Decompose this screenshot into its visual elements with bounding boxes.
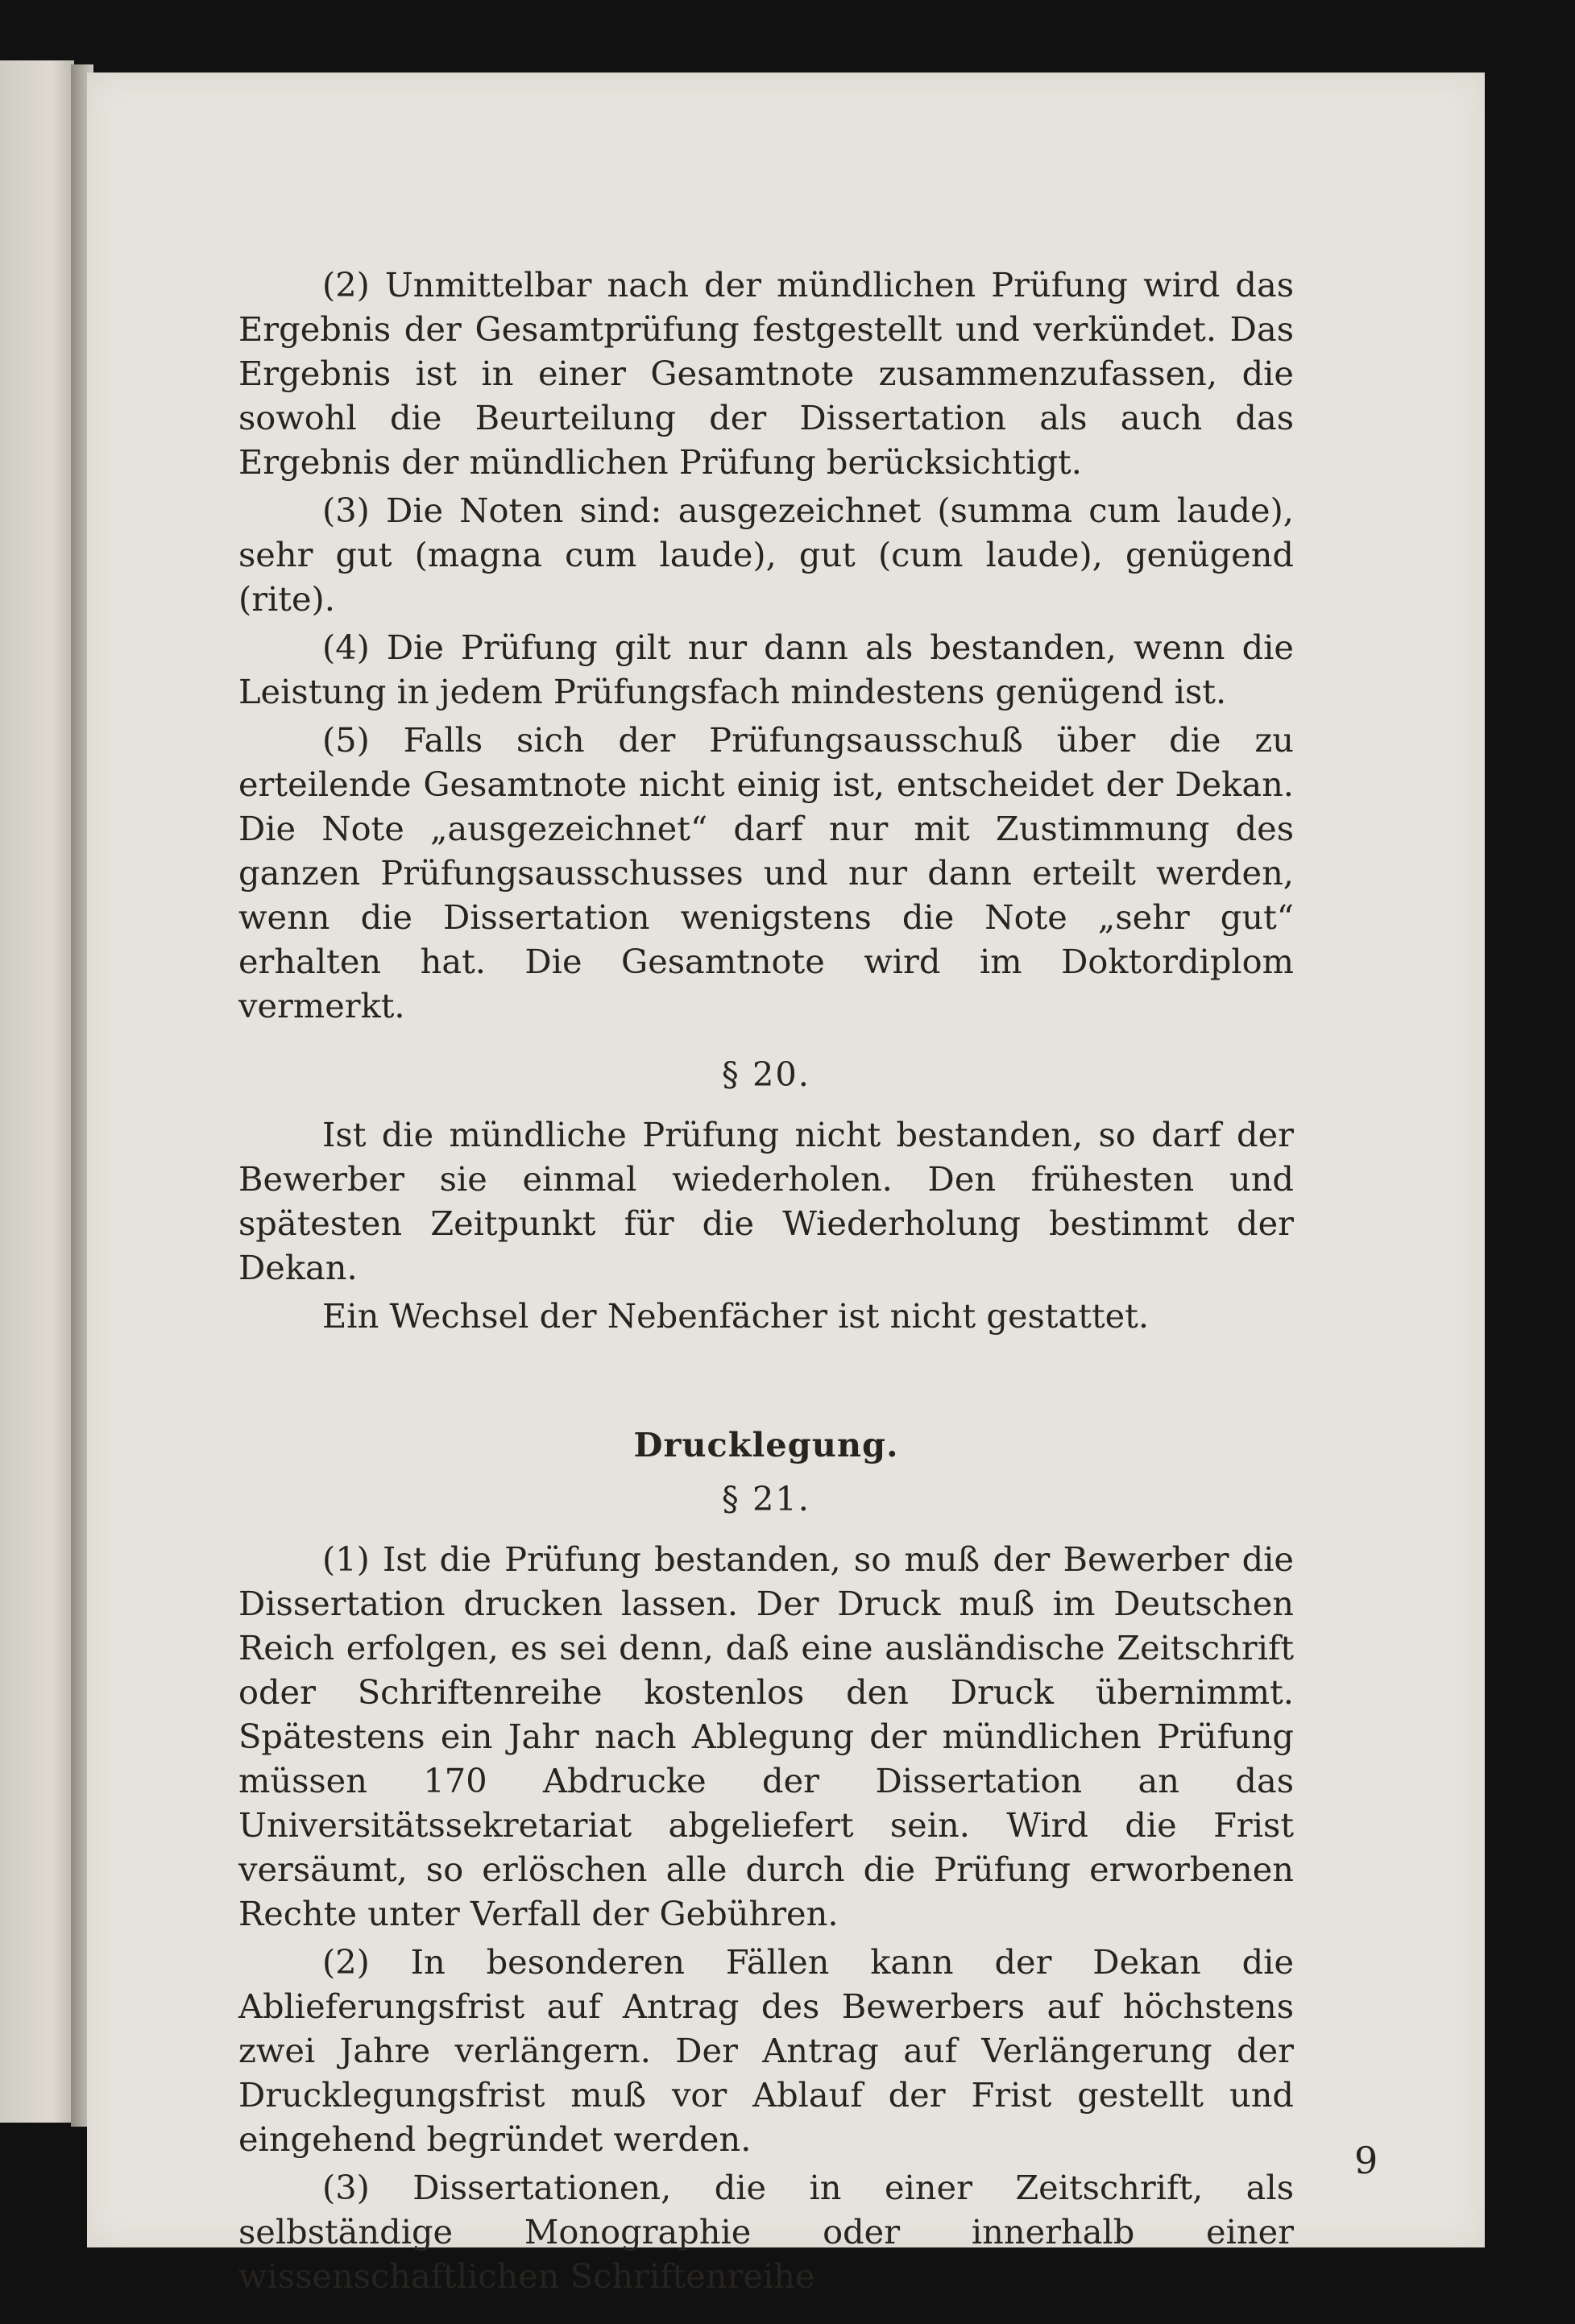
book-page bbox=[87, 72, 1485, 2296]
paragraph-20-2: Ein Wechsel der Nebenfächer ist nicht gestattet. bbox=[322, 1296, 1150, 1336]
page-text bbox=[238, 263, 1294, 2302]
facing-page-edge bbox=[0, 60, 74, 2123]
paragraph-21-3: (3) Dissertationen, die in einer Zeitschrift, als selbständige Monographie oder innerhalb einer wissenschaftlichen Schriftenreihe bbox=[238, 2168, 1294, 2296]
paragraph-21-2: (2) In besonderen Fällen kann der Dekan die Ablieferungsfrist auf Antrag des Bewerbers auf höchstens zwei Jahre verlängern. Der Antrag auf Verlängerung der Drucklegungsfrist muß vor Ablauf der Frist gestellt und eingehend begründet werden. bbox=[238, 1942, 1294, 2159]
paragraph-19-5: (5) Falls sich der Prüfungsausschuß über die zu erteilende Gesamtnote nicht einig ist, entscheidet der Dekan. Die Note „ausgezeichnet“ darf nur mit Zustimmung des ganzen Prüfungsausschusses und nur dann erteilt werden, wenn die Dissertation wenigstens die Note „sehr gut“ erhalten hat. Die Gesamtnote wird im Doktordiplom vermerkt. bbox=[238, 720, 1294, 1025]
section-20-marker: § 20. bbox=[722, 1054, 810, 1094]
page-number: 9 bbox=[1354, 2139, 1378, 2182]
paragraph-20-1: Ist die mündliche Prüfung nicht bestanden, so darf der Bewerber sie einmal wiederholen. Den frühesten und spätesten Zeitpunkt für die Wiederholung bestimmt der Dekan. bbox=[238, 1115, 1294, 1287]
section-21-marker: § 21. bbox=[722, 1479, 810, 1518]
heading-drucklegung: Drucklegung. bbox=[633, 1425, 899, 1464]
paragraph-19-4: (4) Die Prüfung gilt nur dann als bestanden, wenn die Leistung in jedem Prüfungsfach mindestens genügend ist. bbox=[238, 628, 1294, 711]
paragraph-19-2: (2) Unmittelbar nach der mündlichen Prüfung wird das Ergebnis der Gesamtprüfung festgestellt und verkündet. Das Ergebnis ist in einer Gesamtnote zusammenzufassen, die sowohl die Beurteilung der Dissertation als auch das Ergebnis der mündlichen Prüfung berücksichtigt. bbox=[238, 265, 1294, 482]
paragraph-21-1: (1) Ist die Prüfung bestanden, so muß der Bewerber die Dissertation drucken lassen. Der Druck muß im Deutschen Reich erfolgen, es sei denn, daß eine ausländische Zeitschrift oder Schriftenreihe kostenlos den Druck übernimmt. Spätestens ein Jahr nach Ablegung der mündlichen Prüfung müssen 170 Abdrucke der Dissertation an das Universitätssekretariat abgeliefert sein. Wird die Frist versäumt, so erlöschen alle durch die Prüfung erworbenen Rechte unter Verfall der Gebühren. bbox=[238, 1539, 1294, 1933]
paragraph-19-3: (3) Die Noten sind: ausgezeichnet (summa cum laude), sehr gut (magna cum laude), gut (cum laude), genügend (rite). bbox=[238, 491, 1294, 619]
